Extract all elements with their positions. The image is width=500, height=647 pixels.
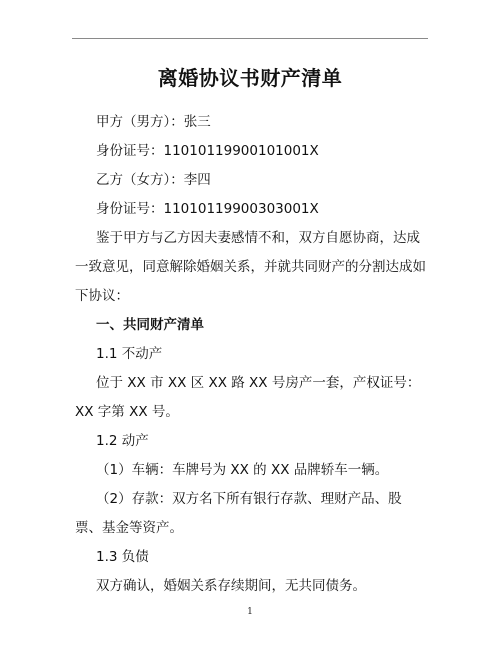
preamble-paragraph: 鉴于甲方与乙方因夫妻感情不和，双方自愿协商，达成一致意见，同意解除婚姻关系，并就共同财产的分割达成如下协议： — [75, 230, 426, 304]
party-b-id: 身份证号：11010119900303001X — [96, 201, 319, 217]
party-a-id: 身份证号：11010119900101001X — [96, 143, 319, 159]
liabilities-paragraph: 双方确认，婚姻关系存续期间，无共同债务。 — [96, 578, 366, 594]
deposits-paragraph: （2）存款：双方名下所有银行存款、理财产品、股票、基金等资产。 — [75, 491, 402, 536]
vehicle-paragraph: （1）车辆：车牌号为 XX 的 XX 品牌轿车一辆。 — [96, 462, 389, 478]
section-heading-common-property: 一、共同财产清单 — [96, 317, 204, 333]
party-b-name: 乙方（女方）：李四 — [96, 172, 211, 188]
real-estate-paragraph: 位于 XX 市 XX 区 XX 路 XX 号房产一套，产权证号：XX 字第 XX 号。 — [75, 375, 421, 420]
page-number: 1 — [247, 607, 253, 617]
subsection-liabilities: 1.3 负债 — [96, 549, 149, 565]
subsection-movable-property: 1.2 动产 — [96, 433, 149, 449]
header-rule — [72, 38, 428, 39]
party-a-name: 甲方（男方）：张三 — [96, 114, 211, 130]
subsection-real-estate: 1.1 不动产 — [96, 346, 163, 362]
document-title: 离婚协议书财产清单 — [157, 66, 343, 90]
document-body — [75, 108, 427, 601]
